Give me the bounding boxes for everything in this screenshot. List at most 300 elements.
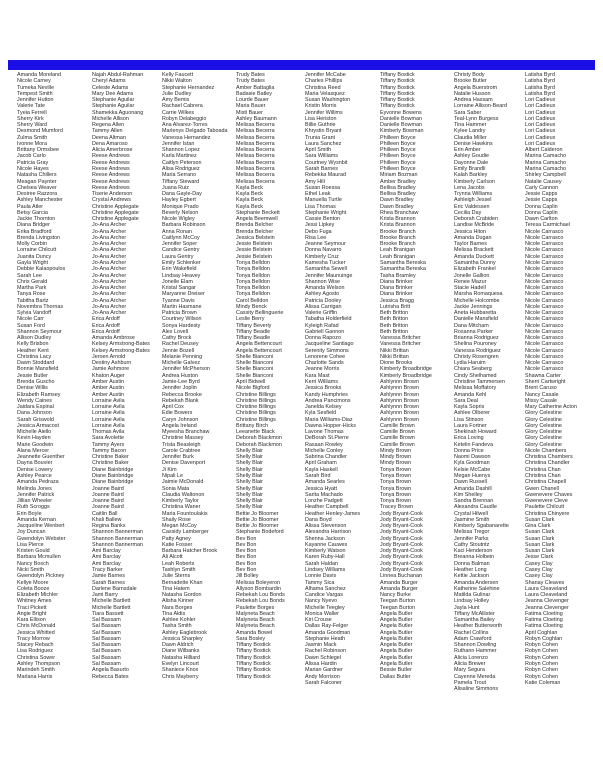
name-entry: Alexandra Caudle [454, 504, 497, 511]
name-entry: Albert Calderon [525, 147, 563, 154]
name-entry: Beth Britton [380, 310, 409, 317]
name-entry: Marsha Romaquesa [454, 291, 503, 298]
name-entry: Tiffany Bostick [236, 642, 271, 649]
name-entry: Gwendolyn Webster [17, 535, 66, 542]
name-entry: Edie Bowers [162, 410, 193, 417]
name-entry: Natasha Chillers [17, 172, 57, 179]
name-entry: Bellisa Bradley [380, 191, 416, 198]
name-entry: Melissa Becerra [236, 122, 275, 129]
name-entry: Marian Gardner [305, 667, 343, 674]
name-entry: Ivonne Mora [17, 140, 47, 147]
name-entry: Michelle Holcombe [454, 297, 500, 304]
name-entry: Nicole Carney [17, 78, 51, 85]
name-entry: Sara Deal [454, 397, 478, 404]
name-entry: Camille Brown [380, 441, 415, 448]
name-entry: Bettie Jo Bloomer [236, 510, 279, 517]
name-entry: Lisa Thomas [305, 203, 336, 210]
name-entry: Nicole Carrasco [525, 234, 564, 241]
name-entry: Latisha Byrd [525, 84, 555, 91]
name-entry: Kylee Landry [454, 128, 486, 135]
name-entry: Nicole Chambers [525, 447, 567, 454]
name-entry: Jonelle Gallion [454, 272, 490, 279]
name-entry: Ashlynnn Brown [380, 404, 419, 411]
name-entry: Bev Bon [236, 560, 257, 567]
name-entry: Shannon Bannerman [92, 541, 143, 548]
name-entry: Kayanne Cauwes [305, 541, 348, 548]
name-entry: Kimberly Bowman [380, 128, 424, 135]
name-entry: Nikki Brittan [380, 347, 409, 354]
name-entry: Tiffany Bostick [380, 90, 415, 97]
name-entry: Amanda Andersen [454, 579, 499, 586]
name-entry: Jennifer McPherson [162, 366, 210, 373]
name-entry: Sara Bosley [236, 635, 266, 642]
name-entry: Dione Brooks [380, 360, 413, 367]
name-entry: Shawna Carter [525, 372, 561, 379]
name-entry: Nicole Carrasco [525, 278, 564, 285]
name-entry: Susan Ford [17, 322, 45, 329]
name-columns [17, 72, 597, 780]
name-entry: Philleen Boyce [380, 140, 416, 147]
name-entry: Bettie Jo Bloomer [236, 523, 279, 530]
name-entry: Danielle Mansfield [454, 316, 499, 323]
name-entry: Caryn Johnson [162, 416, 199, 423]
name-entry: Ashlee Kohler [162, 617, 196, 624]
name-entry: Nicole Carrasco [525, 285, 564, 292]
name-entry: Janelda Kelsey [305, 404, 342, 411]
name-entry: Samantha Bereska [380, 266, 426, 273]
name-entry: Rebekah Blank [162, 397, 199, 404]
name-entry: Matilda Gulinar [454, 592, 491, 599]
name-entry: Angela Butler [380, 654, 413, 661]
name-entry: Amber Austin [92, 385, 125, 392]
name-entry: Jackie Thornton [17, 216, 56, 223]
name-entry: Glory Celestine [525, 441, 562, 448]
name-entry: Jeannette Guenther [17, 454, 65, 461]
name-entry: Dawn Bradley [380, 197, 414, 204]
name-entry: Fatima Cloeting [525, 610, 563, 617]
name-entry: Jacob Carlo [17, 153, 46, 160]
name-entry: Sara Saber [454, 109, 482, 116]
name-entry: Jesse Clark [525, 554, 554, 561]
name-entry: Susan Clark [525, 541, 555, 548]
name-entry: Erica Ardoff [92, 316, 120, 323]
name-entry: Brenda Livingston [17, 234, 61, 241]
name-column-8 [525, 72, 603, 780]
name-entry: Celeste Adams [92, 84, 129, 91]
name-entry: Diana Brinker [380, 278, 413, 285]
name-entry: Melissa Becerra [236, 159, 275, 166]
name-entry: Jo-Ana Archer [92, 266, 127, 273]
name-entry: Ashlynnn Brown [380, 385, 419, 392]
name-entry: Karen Ruby-Hall [305, 554, 345, 561]
name-entry: Diane Wilbanks [162, 648, 200, 655]
name-entry: Gabriell Gannon [305, 328, 345, 335]
name-entry: Hayley Egbert [162, 197, 196, 204]
name-entry: Tonya Brown [380, 479, 412, 486]
name-entry: Chelsea Weaver [17, 184, 57, 191]
name-entry: Cathy Stoutntz [454, 541, 490, 548]
name-entry: Jonelle Elam [162, 278, 193, 285]
name-entry: Tiffany Bostick [380, 78, 415, 85]
name-entry: Ashlynnn Brown [380, 416, 419, 423]
name-entry: Shanay Cleaves [525, 579, 565, 586]
name-entry: Jessica Armacost [17, 422, 59, 429]
name-entry: Erika Bradford [17, 228, 52, 235]
name-entry: Nikki Brittan [380, 353, 409, 360]
name-entry: Natalie Husson [454, 90, 491, 97]
name-entry: Jo-Ana Archer [92, 253, 127, 260]
name-entry: Lori Cadieux [525, 115, 556, 122]
name-entry: Ashley Baumann [236, 115, 277, 122]
name-entry: Jennifer Hutton [17, 97, 54, 104]
name-entry: Diana Bridger [17, 222, 50, 229]
name-entry: Ruthann Hammer [454, 648, 497, 655]
name-entry: Angie Bright [17, 610, 47, 617]
name-entry: Fatima Cloeting [525, 623, 563, 630]
name-entry: Teal-Lynn Burgess [454, 115, 499, 122]
name-entry: Tammy Ayers [92, 441, 125, 448]
name-entry: Robyn Delabeggio [162, 115, 207, 122]
name-entry: Marina Camacho [525, 159, 567, 166]
name-entry: Shelle Bianconi [236, 366, 274, 373]
name-entry: Mary Dee Adams [92, 90, 134, 97]
name-entry: Denise Willis [17, 385, 48, 392]
name-entry: Rachael Cabrera [162, 103, 203, 110]
name-entry: Susan Clark [525, 535, 555, 542]
name-entry: Ashleigh Jessel [454, 197, 492, 204]
name-entry: Kyleigh Rafad [305, 322, 339, 329]
name-entry: Lindsay Holley [454, 598, 490, 605]
name-entry: Jennifer Istan [162, 140, 195, 147]
name-entry: Laura Cleaveland [525, 592, 568, 599]
name-entry: Robyn Cohen [525, 648, 558, 655]
name-entry: Chris Gerald [17, 278, 48, 285]
name-entry: Jessie Belstein [236, 247, 272, 254]
name-entry: Gayla Wright [17, 259, 49, 266]
name-entry: Jillian Wheeler [17, 498, 53, 505]
name-entry: Nicole Carrasco [525, 310, 564, 317]
name-entry: Alissa Hardin [305, 660, 337, 667]
name-entry: Jamie Barnes [92, 573, 125, 580]
name-entry: Cassity Bellinguerie [236, 310, 284, 317]
name-entry: Diana Brinker [380, 285, 413, 292]
name-entry: Shelly Blair [236, 504, 263, 511]
name-entry: Beth Britton [380, 316, 409, 323]
name-entry: Jessie Belstein [236, 253, 272, 260]
name-entry: Gwendolyn Pickney [17, 573, 65, 580]
name-entry: Ashley Eaglebrook [162, 629, 207, 636]
name-entry: Ethel Leak [305, 191, 331, 198]
name-entry: Malyneta Beach [236, 617, 275, 624]
name-entry: Lori Cadieux [525, 97, 556, 104]
name-entry: Renee Mazur [454, 278, 487, 285]
name-entry: Shelly Blair [236, 479, 263, 486]
name-entry: Stephanie Bodeford [236, 529, 284, 536]
name-entry: Kristen Gould [17, 548, 50, 555]
name-entry: Robyn Cohen [525, 667, 558, 674]
name-entry: Fatima Cloeting [525, 617, 563, 624]
name-entry: Shekinah Howard [454, 429, 497, 436]
name-entry: Dana Mitcham [454, 322, 489, 329]
name-entry: Shelly Blair [236, 454, 263, 461]
name-entry: Jami Barry [92, 592, 118, 599]
name-entry: Jennifer Willims [305, 109, 343, 116]
name-entry: Bev Bon [236, 554, 257, 561]
name-entry: Tiffany Bostick [236, 660, 271, 667]
name-entry: Maria Serrano [162, 172, 197, 179]
name-entry: Reese Andrews [92, 184, 130, 191]
name-entry: Christina Lacy [17, 353, 52, 360]
name-entry: Vanessa Rodriguez [454, 347, 501, 354]
name-entry: Leah Roberts [162, 560, 195, 567]
name-entry: Jo-Ana Archer [92, 291, 127, 298]
name-entry: Carrie Wilkes [162, 109, 195, 116]
name-entry: Eric Valdessen [454, 203, 490, 210]
name-entry: Diana Brinker [380, 291, 413, 298]
name-entry: Khaton Auger [92, 372, 125, 379]
name-entry: Nicole Carrasco [525, 228, 564, 235]
name-entry: Latisha Byrd [525, 72, 555, 78]
name-entry: Kyla Sesfield [305, 410, 337, 417]
name-entry: Alicia Brewer [454, 660, 486, 667]
name-entry: Courtney Wilson [162, 316, 202, 323]
name-entry: Dayonne Dale [454, 159, 489, 166]
name-entry: Camille Brown [380, 435, 415, 442]
name-entry: Kara Ellison [17, 617, 46, 624]
name-entry: Christina Chan [525, 473, 561, 479]
name-entry: Dana Johnson [17, 410, 52, 417]
name-entry: Shelly Blair [236, 485, 263, 492]
name-entry: Sara Williams [305, 153, 338, 160]
name-entry: Mindy Brown [380, 460, 412, 467]
name-entry: Shaniece Knox [162, 667, 199, 674]
name-entry: Jessie Belstein [236, 241, 272, 248]
name-entry: Tammy Sica [305, 579, 335, 586]
name-entry: Candice Vargas [305, 592, 343, 599]
name-entry: Allison Dudley [17, 335, 52, 342]
name-entry: Angela Beemwell [236, 216, 278, 223]
name-entry: Rebekah Lou Bonds [236, 598, 285, 605]
name-entry: Jennifer McCabe [305, 72, 346, 78]
name-entry: Angela Butler [380, 648, 413, 655]
name-entry: Evelyn Lincourt [162, 660, 199, 667]
name-entry: Desiree Razzora [17, 191, 58, 198]
name-entry: Shelle Bianconi [236, 353, 274, 360]
name-entry: Laura Sanchez [305, 140, 342, 147]
name-entry: Angela Ireland [162, 422, 197, 429]
name-entry: Mindy Brown [380, 454, 412, 461]
name-entry: Amanda Kernan [17, 516, 56, 523]
name-entry: Jo-Ana Archer [92, 310, 127, 317]
name-entry: Amanda Goodman [305, 629, 351, 636]
name-entry: Khali Ballew [92, 516, 122, 523]
name-entry: Jo-Ana Archer [92, 228, 127, 235]
name-entry: Erin Amber [454, 147, 481, 154]
name-entry: Christine Baker [92, 460, 129, 467]
name-entry: Lavone Thomas [305, 429, 344, 436]
name-entry: Angela Basurto [92, 667, 129, 674]
name-entry: Susan Clark [525, 548, 555, 555]
name-entry: Casey Clay [525, 560, 553, 567]
name-entry: Dana Boyd [305, 516, 332, 523]
name-entry: Kayla Beck [236, 203, 263, 210]
name-entry: Diane Bainbridge [92, 473, 134, 479]
name-entry: Tammy Bacon [92, 447, 127, 454]
name-entry: Vanessa Hernandez [162, 134, 211, 141]
name-entry: Donna Navarro [305, 247, 342, 254]
name-entry: Angela Bettencourt [236, 341, 282, 348]
name-entry: Nicole Hayes [17, 165, 49, 172]
name-entry: Nicki Smith [17, 566, 44, 573]
name-entry: Tonya Belldon [236, 278, 270, 285]
name-entry: Dayna Bouvier [17, 460, 53, 467]
name-entry: Carol Belldon [236, 297, 269, 304]
name-entry: Missy Casale [525, 397, 558, 404]
name-entry: Tiara Bassett [92, 610, 124, 617]
name-entry: Angela Buerstrom [454, 84, 498, 91]
name-entry: Kelly Faucett [162, 72, 194, 78]
name-entry: Latisha Byrd [525, 78, 555, 85]
name-entry: Adam Crawford [454, 635, 492, 642]
name-entry: Michelle Conley [305, 447, 344, 454]
name-entry: Ashlynnn Brown [380, 379, 419, 386]
name-entry: Diane Bainbridge [92, 479, 134, 486]
name-entry: Alisha Kinner [162, 598, 194, 605]
name-entry: Beverly Nelson [162, 209, 199, 216]
name-entry: Jayla Hunt [454, 604, 480, 611]
name-entry: Stephanie Wright [305, 209, 347, 216]
name-entry: Whitney Ames [17, 598, 52, 605]
name-entry: Sarah Barnes [305, 165, 338, 172]
name-entry: Sabrina Chandler [305, 454, 347, 461]
name-entry: Angela Butler [380, 629, 413, 636]
name-entry: Barbara Hatcher Brook [162, 548, 218, 555]
name-entry: Nara Borges [162, 604, 193, 611]
name-entry: Megan Huenys [454, 473, 491, 479]
name-entry: Pamela Trout [454, 679, 487, 686]
name-entry: Deborah Blackmon [236, 441, 282, 448]
name-entry: Sherri Cartwright [525, 379, 566, 386]
name-entry: Marie Goodwin [17, 441, 54, 448]
name-entry: Dawna Hopper-Hicks [305, 422, 356, 429]
name-entry: Nicole Carrasco [525, 303, 564, 310]
name-entry: Tonya Belldon [236, 266, 270, 273]
name-entry: Kimberly Broadbridge [380, 366, 432, 373]
name-entry: Tiffany Bostick [380, 103, 415, 110]
name-entry: Deborah Blackmon [236, 435, 282, 442]
name-entry: Jody Bryant-Cook [380, 529, 423, 536]
name-entry: Cassidy Lamberger [162, 529, 209, 536]
name-entry: Julie Dudley [162, 90, 192, 97]
name-entry: Tiffany Bostick [236, 673, 271, 680]
name-entry: Tracy Morrow [17, 635, 50, 642]
name-entry: Marindeh Smith [17, 667, 55, 674]
name-entry: Tiserie Anderson [92, 191, 133, 198]
name-entry: Tonya Brown [380, 498, 412, 505]
name-entry: Miriam Bozman [380, 172, 418, 179]
name-entry: Wendy Caines [17, 397, 52, 404]
name-entry: Kamesha Tucker [305, 259, 346, 266]
name-entry: Samantha Bailey [454, 617, 495, 624]
name-entry: Martin Hasmane [162, 303, 202, 310]
name-entry: Donna Caplin [525, 209, 558, 216]
name-entry: Valerie Griffin [305, 310, 338, 317]
name-entry: Kristal Sangar [162, 285, 196, 292]
name-entry: Shirley Campbell [525, 172, 566, 179]
name-entry: Jennifer Patrick [17, 491, 55, 498]
name-entry: Leslie Berry [236, 316, 265, 323]
name-entry: Shannon Seymour [17, 328, 62, 335]
name-entry: Amanda Bowel [236, 629, 273, 636]
name-entry: Melissa Boleyeron [236, 579, 281, 586]
name-entry: Amanda Welson [305, 285, 345, 292]
name-entry: Angela Butler [380, 660, 413, 667]
name-entry: Lourde Bauer [236, 97, 269, 104]
name-entry: Chris Mayberry [162, 673, 199, 680]
name-entry: Deborah Crabiden [454, 216, 499, 223]
name-entry: Sara Avolette [92, 435, 124, 442]
name-entry: Jody Bryant-Cook [380, 535, 423, 542]
name-entry: Lorraine Allison-Beard [454, 103, 508, 110]
name-entry: Michelle Allison [92, 115, 129, 122]
name-entry: Nicole Carrasco [525, 297, 564, 304]
name-entry: Rachel Robinson [305, 648, 347, 655]
name-entry: Kimberly Carlson [454, 178, 496, 185]
name-entry: Shannon Bannerman [92, 535, 143, 542]
name-entry: Joanne Baird [92, 485, 124, 492]
name-entry: Erin Wakefield [162, 266, 197, 273]
name-entry: Dawn Stoddard [17, 360, 55, 367]
name-entry: Melissa Becerra [236, 178, 275, 185]
name-entry: Christina Chan [525, 466, 561, 473]
name-entry: Kimberly Watson [305, 548, 346, 555]
name-entry: Teresa Carmichael [525, 222, 570, 229]
name-entry: Laura Fortner [454, 422, 487, 429]
name-entry: Alissa Carrigan [305, 303, 342, 310]
name-entry: Heather Campbell [305, 504, 349, 511]
name-entry: Amanda Moreland [17, 72, 62, 78]
name-entry: Nicole Bigford [236, 385, 270, 392]
name-entry: Leah Branigan [380, 247, 416, 254]
name-entry: Tempest Smith [17, 90, 53, 97]
name-entry: Tonya Belldon [236, 272, 270, 279]
name-entry: Nicole Carrasco [525, 347, 564, 354]
name-entry: Susan Clark [525, 516, 555, 523]
name-entry: Lena Jacobs [454, 184, 485, 191]
name-entry: Stephanie Heath [305, 635, 346, 642]
name-entry: Jessica Brooks [305, 385, 342, 392]
name-entry: Angela Bettencourt [236, 347, 282, 354]
name-entry: Tiffany Beadle [236, 328, 271, 335]
name-entry: Brittany Ormsbee [17, 147, 59, 154]
name-entry: Robyn Coghlan [525, 635, 563, 642]
name-entry: Donna Balman [454, 560, 490, 567]
name-entry: Khrystin Bryant [305, 128, 342, 135]
name-entry: Molly Corbin [17, 241, 47, 248]
name-entry: Trudy Bates [236, 72, 265, 78]
name-entry: Nicole Carrasco [525, 259, 564, 266]
name-entry: Brooke Butler [454, 78, 487, 85]
name-entry: Casey Clay [525, 573, 553, 580]
name-entry: Maria Bauer [236, 103, 266, 110]
name-entry: Ami Barclay [92, 560, 121, 567]
name-entry: Mary Catherine Acton [525, 404, 577, 411]
name-entry: Tiffany Steward [162, 178, 200, 185]
name-entry: Nikki Walton [162, 78, 192, 85]
name-entry: Amanda Dugan [454, 234, 492, 241]
name-entry: Zulma Smith [17, 134, 48, 141]
name-entry: Brenda Belcher [236, 228, 274, 235]
